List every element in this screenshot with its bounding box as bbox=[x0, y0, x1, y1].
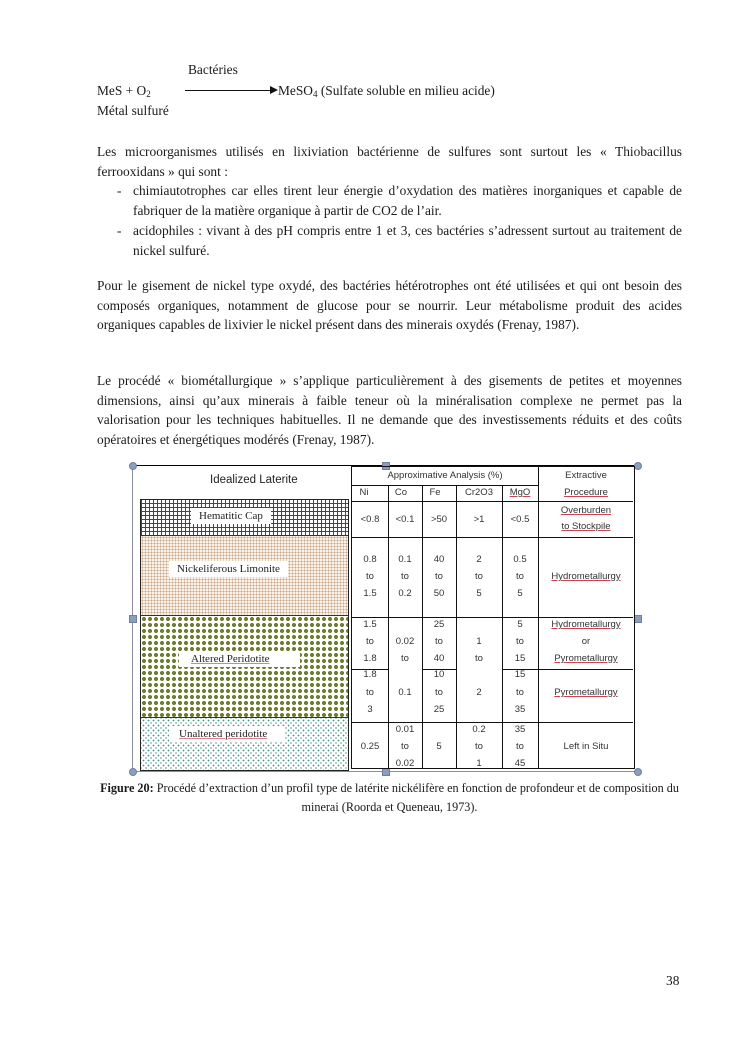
cell-fe: 40 bbox=[433, 554, 445, 565]
cell-mgo: 0.5 bbox=[513, 554, 527, 565]
product-text: MeSO bbox=[278, 83, 313, 98]
cell-procedure: or bbox=[581, 636, 591, 647]
cell-cr2o3: >1 bbox=[473, 514, 485, 525]
cell-fe: 25 bbox=[433, 704, 445, 715]
column-header-mgo: MgO bbox=[509, 487, 531, 498]
cell-cr2o3: to bbox=[475, 741, 483, 752]
cell-ni: to bbox=[366, 636, 374, 647]
cell-procedure: Hydrometallurgy bbox=[551, 619, 621, 630]
cell-co-merged: to bbox=[401, 653, 409, 664]
caption-label: Figure 20: bbox=[100, 781, 154, 795]
cell-procedure: Hydrometallurgy bbox=[551, 571, 621, 582]
cell-ni: 0.25 bbox=[360, 741, 380, 752]
cell-fe: 40 bbox=[433, 653, 445, 664]
analysis-table bbox=[351, 466, 635, 769]
procedure-header-line1: Extractive bbox=[565, 470, 607, 481]
equation-product bbox=[278, 81, 495, 101]
cell-ni: 1.5 bbox=[363, 619, 377, 630]
cell-ni: 0.8 bbox=[363, 554, 377, 565]
cell-procedure: Pyrometallurgy bbox=[554, 653, 618, 664]
reaction-arrow-line bbox=[185, 90, 273, 91]
cell-co-merged: 0.02 bbox=[395, 636, 415, 647]
equation-reactant-note: Métal sulfuré bbox=[97, 103, 169, 118]
laterite-strata-column bbox=[140, 499, 349, 771]
column-header-fe: Fe bbox=[429, 487, 441, 498]
cell-fe: 10 bbox=[433, 669, 445, 680]
resize-handle-icon[interactable] bbox=[129, 615, 137, 623]
o2-subscript: 2 bbox=[146, 89, 151, 99]
stratum-label: Hematitic Cap bbox=[191, 508, 271, 524]
stratum-unaltered-peridotite bbox=[141, 718, 348, 770]
cell-procedure: Overburden bbox=[560, 505, 612, 516]
cell-ni: 1.8 bbox=[363, 653, 377, 664]
paragraph-oxide-deposits: Pour le gisement de nickel type oxydé, des bactéries hétérotrophes ont été utilisées et qui ont besoin des composés organiques, notamment de glucose pour se nourrir. Leur métabolisme produit des acides organiques capables de lixivier le nickel présent dans des minerais oxydés (Frenay, 1987). bbox=[97, 278, 682, 332]
bullet-dash: - bbox=[117, 223, 122, 238]
stratum-label: Altered Peridotite bbox=[179, 651, 300, 667]
resize-handle-icon[interactable] bbox=[634, 462, 642, 470]
cell-mgo: 15 bbox=[514, 653, 526, 664]
cell-ni: 1.5 bbox=[363, 588, 377, 599]
cell-mgo: 35 bbox=[514, 724, 526, 735]
group-header-text: Approximative Analysis (%) bbox=[387, 470, 503, 481]
cell-cr2o3: 0.2 bbox=[472, 724, 486, 735]
cell-fe: 25 bbox=[433, 619, 445, 630]
cell-co: 0.02 bbox=[395, 758, 415, 769]
cell-co: to bbox=[401, 741, 409, 752]
bullet-dash: - bbox=[117, 183, 122, 198]
resize-handle-icon[interactable] bbox=[129, 462, 137, 470]
cell-mgo: 45 bbox=[514, 758, 526, 769]
figure-caption bbox=[97, 779, 682, 817]
bullet-text: acidophiles : vivant à des pH compris entre 1 et 3, ces bactéries s’adressent surtout au traitement de nickel sulfuré. bbox=[133, 223, 682, 258]
cell-ni: to bbox=[366, 687, 374, 698]
procedure-header-line2: Procedure bbox=[564, 487, 608, 498]
cell-cr2o3-merged: 1 bbox=[476, 636, 482, 647]
column-header-co: Co bbox=[394, 487, 408, 498]
figure-laterite-profile[interactable] bbox=[132, 465, 638, 774]
cell-procedure: Pyrometallurgy bbox=[554, 687, 618, 698]
cell-fe: to bbox=[435, 636, 443, 647]
cell-ni: to bbox=[366, 571, 374, 582]
cell-mgo: <0.5 bbox=[510, 514, 530, 525]
stratum-altered-peridotite bbox=[141, 616, 348, 718]
cell-mgo: to bbox=[516, 687, 524, 698]
cell-fe: >50 bbox=[430, 514, 448, 525]
equation-reactants bbox=[97, 81, 151, 101]
stratum-label: Unaltered peridotite bbox=[169, 726, 285, 742]
cell-procedure: Left in Situ bbox=[563, 741, 609, 752]
paragraph-biometallurgy: Le procédé « biométallurgique » s’applique particulièrement à des gisements de petites et moyennes dimensions, ainsi qu’aux minerais à faible teneur où la minéralisation complexe ne permet pas la valorisation pour les techniques habituelles. Il ne demande que des investissements réduits et des coûts opératoires et énergétiques modérés (Frenay, 1987). bbox=[97, 373, 682, 447]
cell-ni: 3 bbox=[367, 704, 373, 715]
caption-text: Procédé d’extraction d’un profil type de latérite nickélifère en fonction de profondeur et de composition du minerai (Roorda et Queneau, 1973). bbox=[153, 781, 679, 814]
cell-fe: to bbox=[435, 571, 443, 582]
cell-mgo: to bbox=[516, 636, 524, 647]
cell-mgo: 15 bbox=[514, 669, 526, 680]
stratum-hematitic-cap bbox=[141, 500, 348, 536]
resize-handle-icon[interactable] bbox=[634, 615, 642, 623]
resize-handle-icon[interactable] bbox=[634, 768, 642, 776]
column-header-cr2o3: Cr2O3 bbox=[465, 487, 493, 498]
cell-cr2o3: 5 bbox=[476, 588, 482, 599]
profile-title: Idealized Laterite bbox=[210, 474, 298, 486]
reactants-text: MeS + O bbox=[97, 83, 147, 98]
cell-co-merged: 0.1 bbox=[398, 687, 412, 698]
cell-cr2o3: to bbox=[475, 571, 483, 582]
bullet-text: chimiautotrophes car elles tirent leur énergie d’oxydation des matières inorganiques et capable de fabriquer de la matière organique à partir de CO2 de l’air. bbox=[133, 183, 682, 218]
cell-co: 0.2 bbox=[398, 588, 412, 599]
cell-mgo: 35 bbox=[514, 704, 526, 715]
cell-cr2o3-merged: to bbox=[475, 653, 483, 664]
cell-ni: 1.8 bbox=[363, 669, 377, 680]
so4-subscript: 4 bbox=[312, 89, 318, 99]
stratum-nickeliferous-limonite bbox=[141, 536, 348, 616]
cell-mgo: 5 bbox=[517, 588, 523, 599]
cell-procedure: to Stockpile bbox=[561, 521, 611, 532]
cell-ni: <0.8 bbox=[360, 514, 380, 525]
paragraph-microorganisms: Les microorganismes utilisés en lixiviation bactérienne de sulfures sont surtout les « Thiobacillus ferrooxidans » qui sont : bbox=[97, 144, 682, 179]
cell-mgo: to bbox=[516, 741, 524, 752]
cell-cr2o3: 1 bbox=[476, 758, 482, 769]
cell-cr2o3: 2 bbox=[476, 554, 482, 565]
cell-cr2o3-merged: 2 bbox=[476, 687, 482, 698]
cell-fe: 5 bbox=[436, 741, 442, 752]
reaction-arrow-icon bbox=[270, 86, 278, 94]
cell-co: 0.1 bbox=[398, 554, 412, 565]
product-note: (Sulfate soluble en milieu acide) bbox=[317, 83, 495, 98]
equation-catalyst: Bactéries bbox=[188, 62, 238, 77]
page-number: 38 bbox=[666, 973, 680, 988]
cell-fe: to bbox=[435, 687, 443, 698]
cell-co: to bbox=[401, 571, 409, 582]
stratum-label: Nickeliferous Limonite bbox=[169, 561, 288, 577]
resize-handle-icon[interactable] bbox=[129, 768, 137, 776]
cell-fe: 50 bbox=[433, 588, 445, 599]
cell-mgo: 5 bbox=[517, 619, 523, 630]
column-header-ni: Ni bbox=[359, 487, 369, 498]
cell-co: 0.01 bbox=[395, 724, 415, 735]
cell-co: <0.1 bbox=[395, 514, 415, 525]
cell-mgo: to bbox=[516, 571, 524, 582]
table-group-header bbox=[352, 467, 538, 484]
